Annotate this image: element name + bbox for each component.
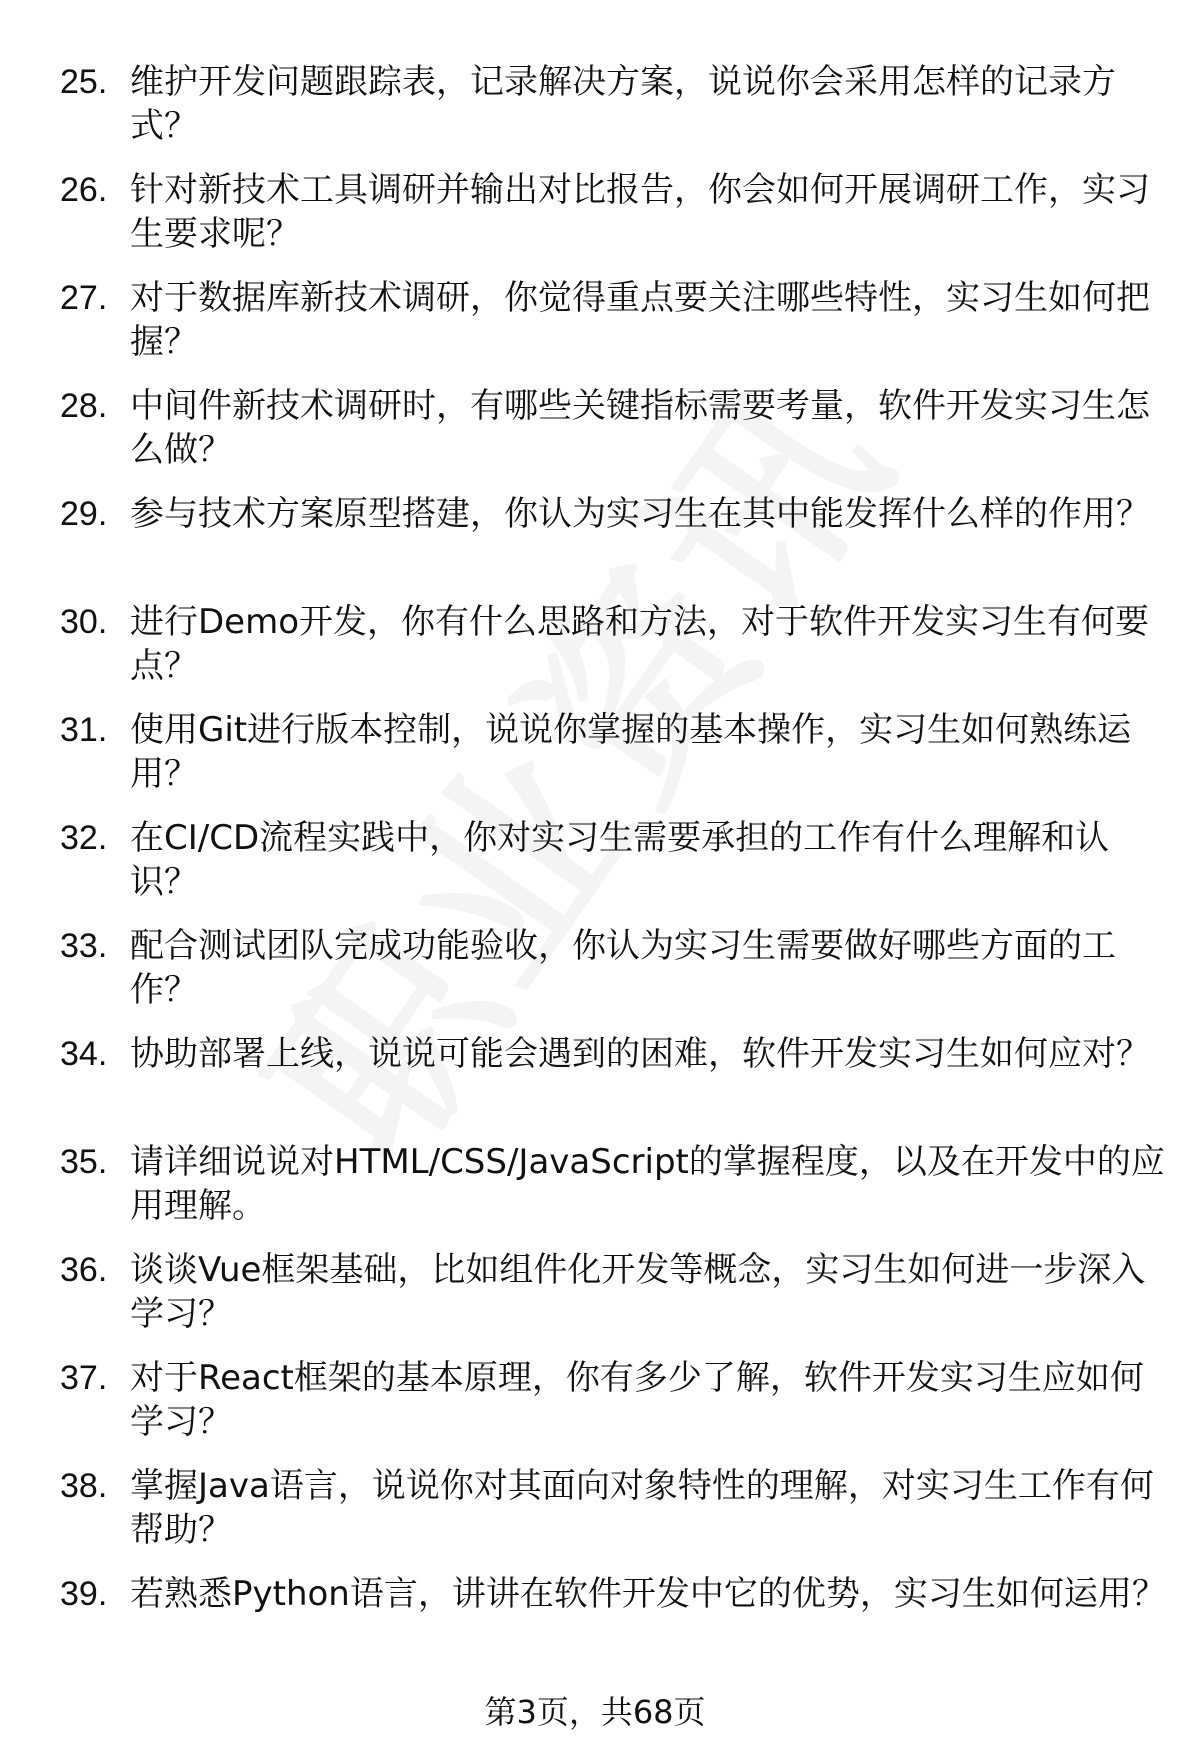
question-number: 34.	[60, 1035, 108, 1073]
question-number: 38.	[60, 1467, 108, 1505]
list-item	[0, 1024, 1190, 1132]
list-item	[0, 1132, 1190, 1240]
question-text: 对于React框架的基本原理，你有多少了解，软件开发实习生应如何学习？	[130, 1358, 1144, 1442]
question-text: 中间件新技术调研时，有哪些关键指标需要考量，软件开发实习生怎么做？	[130, 386, 1150, 470]
list-item	[0, 160, 1190, 268]
question-text: 谈谈Vue框架基础，比如组件化开发等概念，实习生如何进一步深入学习？	[130, 1250, 1146, 1334]
question-number: 26.	[60, 171, 108, 209]
question-text: 协助部署上线，说说可能会遇到的困难，软件开发实习生如何应对？	[130, 1034, 1150, 1074]
question-list	[0, 52, 1190, 1672]
question-text: 进行Demo开发，你有什么思路和方法，对于软件开发实习生有何要点？	[130, 602, 1150, 686]
question-text: 参与技术方案原型搭建，你认为实习生在其中能发挥什么样的作用？	[130, 494, 1150, 534]
question-text: 对于数据库新技术调研，你觉得重点要关注哪些特性，实习生如何把握？	[130, 278, 1150, 362]
list-item	[0, 700, 1190, 808]
question-text: 请详细说说对HTML/CSS/JavaScript的掌握程度，以及在开发中的应用理解。	[130, 1142, 1165, 1226]
list-item	[0, 1240, 1190, 1348]
list-item	[0, 268, 1190, 376]
page-number-label: 第3页，共68页	[484, 1693, 706, 1731]
list-item	[0, 376, 1190, 484]
question-text: 配合测试团队完成功能验收，你认为实习生需要做好哪些方面的工作？	[130, 926, 1116, 1010]
list-item	[0, 484, 1190, 592]
question-text: 掌握Java语言，说说你对其面向对象特性的理解，对实习生工作有何帮助？	[130, 1466, 1154, 1550]
question-text: 若熟悉Python语言，讲讲在软件开发中它的优势，实习生如何运用？	[130, 1574, 1166, 1614]
list-item	[0, 916, 1190, 1024]
question-text: 使用Git进行版本控制，说说你掌握的基本操作，实习生如何熟练运用？	[130, 710, 1132, 794]
list-item	[0, 808, 1190, 916]
list-item	[0, 592, 1190, 700]
question-number: 29.	[60, 495, 108, 533]
question-number: 37.	[60, 1359, 108, 1397]
page-footer	[0, 1690, 1190, 1734]
question-number: 27.	[60, 279, 108, 317]
list-item	[0, 1456, 1190, 1564]
question-number: 39.	[60, 1575, 108, 1613]
question-number: 28.	[60, 387, 108, 425]
list-item	[0, 52, 1190, 160]
question-text: 维护开发问题跟踪表，记录解决方案，说说你会采用怎样的记录方式？	[130, 62, 1116, 146]
list-item	[0, 1348, 1190, 1456]
question-number: 32.	[60, 819, 108, 857]
question-number: 36.	[60, 1251, 108, 1289]
question-number: 30.	[60, 603, 108, 641]
question-text: 针对新技术工具调研并输出对比报告，你会如何开展调研工作，实习生要求呢？	[130, 170, 1150, 254]
question-text: 在CI/CD流程实践中，你对实习生需要承担的工作有什么理解和认识？	[130, 818, 1110, 902]
list-item	[0, 1564, 1190, 1672]
question-number: 25.	[60, 63, 108, 101]
question-number: 31.	[60, 711, 108, 749]
question-number: 35.	[60, 1143, 108, 1181]
question-number: 33.	[60, 927, 108, 965]
